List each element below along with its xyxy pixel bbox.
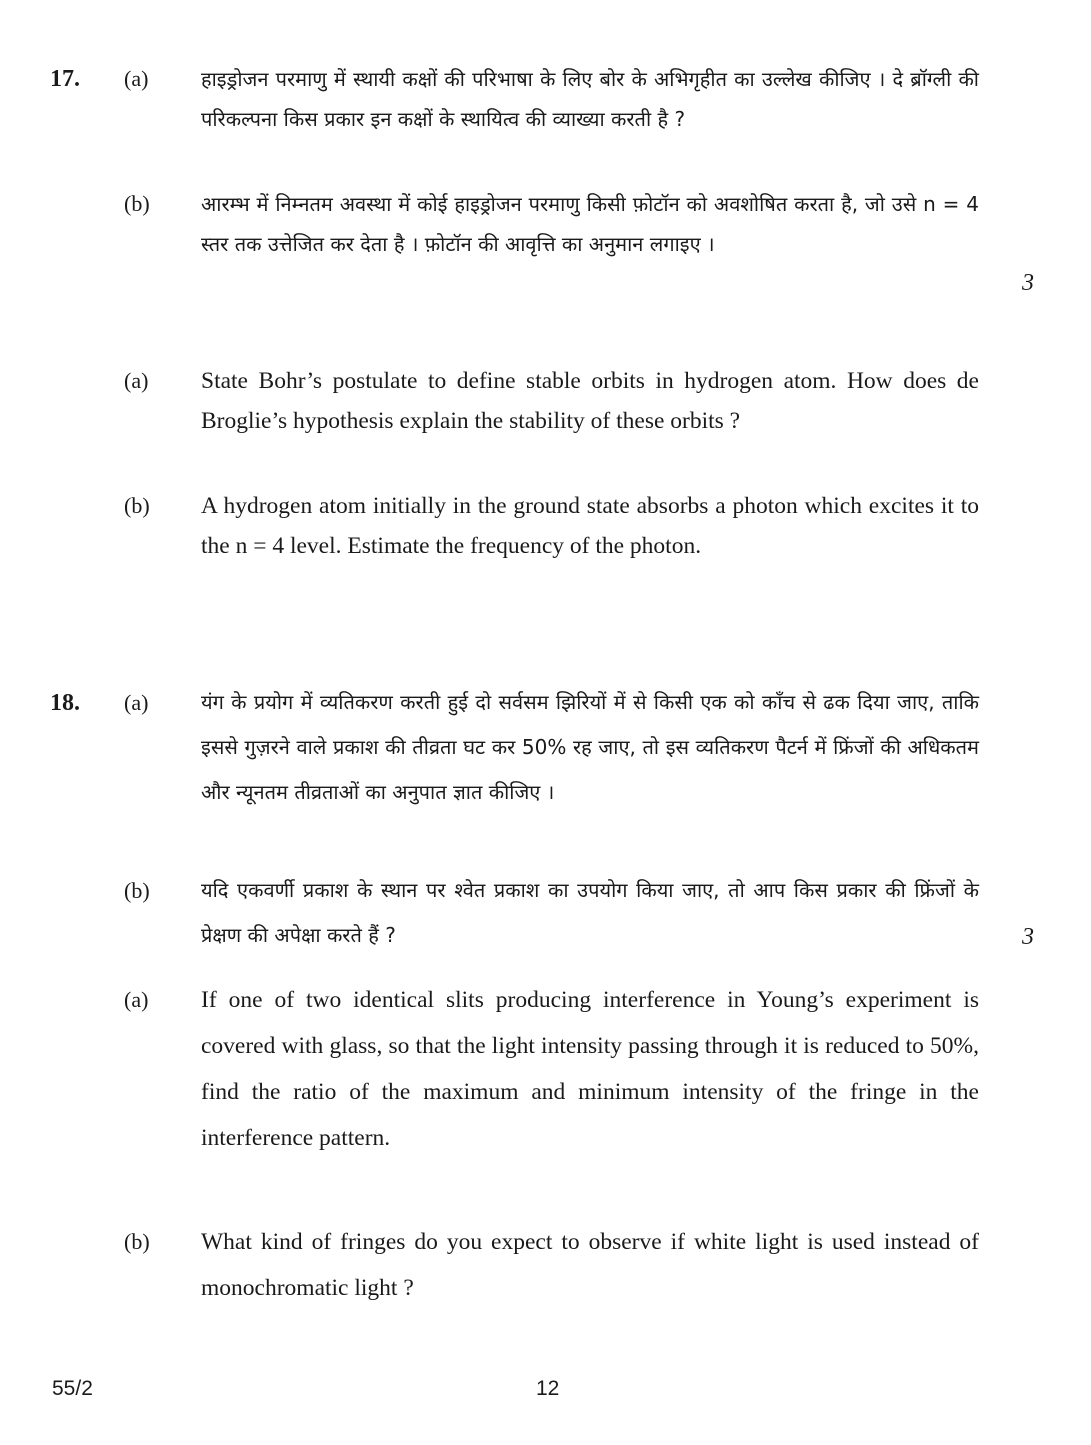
q17-hindi-part-a-label: (a): [124, 66, 149, 91]
q17-english-part-a-text: State Bohr’s postulate to define stable orbits in hydrogen atom. How does de Broglie’s hypothesis explain the stability of these orbits ?: [201, 368, 979, 434]
q18-hindi-part-b-label: (b): [124, 878, 150, 903]
q18-marks: 3: [1022, 924, 1034, 950]
question-number-17: 17.: [50, 66, 80, 92]
q17-english-part-a-label: (a): [124, 368, 149, 393]
q17-english-part-b-label: (b): [124, 493, 150, 518]
q17-hindi-part-a-text: हाइड्रोजन परमाणु में स्थायी कक्षों की परिभाषा के लिए बोर के अभिगृहीत का उल्लेख कीजिए । दे ब्रॉग्ली की परिकल्पना किस प्रकार इन कक्षों के स्थायित्व की व्याख्या करती है ?: [201, 67, 979, 131]
q18-hindi-part-b-text: यदि एकवर्णी प्रकाश के स्थान पर श्वेत प्रकाश का उपयोग किया जाए, तो आप किस प्रकार की फ्रिंजों के प्रेक्षण की अपेक्षा करते हैं ?: [201, 878, 979, 947]
q17-hindi-part-b-text: आरम्भ में निम्नतम अवस्था में कोई हाइड्रोजन परमाणु किसी फ़ोटॉन को अवशोषित करता है, जो उसे n = 4 स्तर तक उत्तेजित कर देता है । फ़ोटॉन की आवृत्ति का अनुमान लगाइए ।: [201, 192, 979, 256]
footer-paper-code: 55/2: [52, 1377, 93, 1400]
question-number-18: 18.: [50, 690, 80, 716]
q18-english-part-a-text: If one of two identical slits producing interference in Young’s experiment is covered with glass, so that the light intensity passing through it is reduced to 50%, find the ratio of the maximum and minimum intensity of the fringe in the interference pattern.: [201, 987, 979, 1151]
q17-english-part-b-text: A hydrogen atom initially in the ground state absorbs a photon which excites it to the n = 4 level. Estimate the frequency of the photon.: [201, 493, 979, 559]
q18-english-part-a-label: (a): [124, 987, 149, 1012]
q18-english-part-b-label: (b): [124, 1229, 150, 1254]
q18-english-part-b-text: What kind of fringes do you expect to observe if white light is used instead of monochromatic light ?: [201, 1229, 979, 1301]
q17-hindi-part-b-label: (b): [124, 191, 150, 216]
q18-hindi-part-a-text: यंग के प्रयोग में व्यतिकरण करती हुई दो सर्वसम झिरियों में से किसी एक को काँच से ढक दिया जाए, ताकि इससे गुज़रने वाले प्रकाश की तीव्रता घट कर 50% रह जाए, तो इस व्यतिकरण पैटर्न में फ्रिंजों की अधिकतम और न्यूनतम तीव्रताओं का अनुपात ज्ञात कीजिए ।: [201, 690, 979, 804]
footer-page-number: 12: [536, 1377, 560, 1400]
q17-marks: 3: [1022, 270, 1034, 296]
q18-hindi-part-a-label: (a): [124, 690, 149, 715]
